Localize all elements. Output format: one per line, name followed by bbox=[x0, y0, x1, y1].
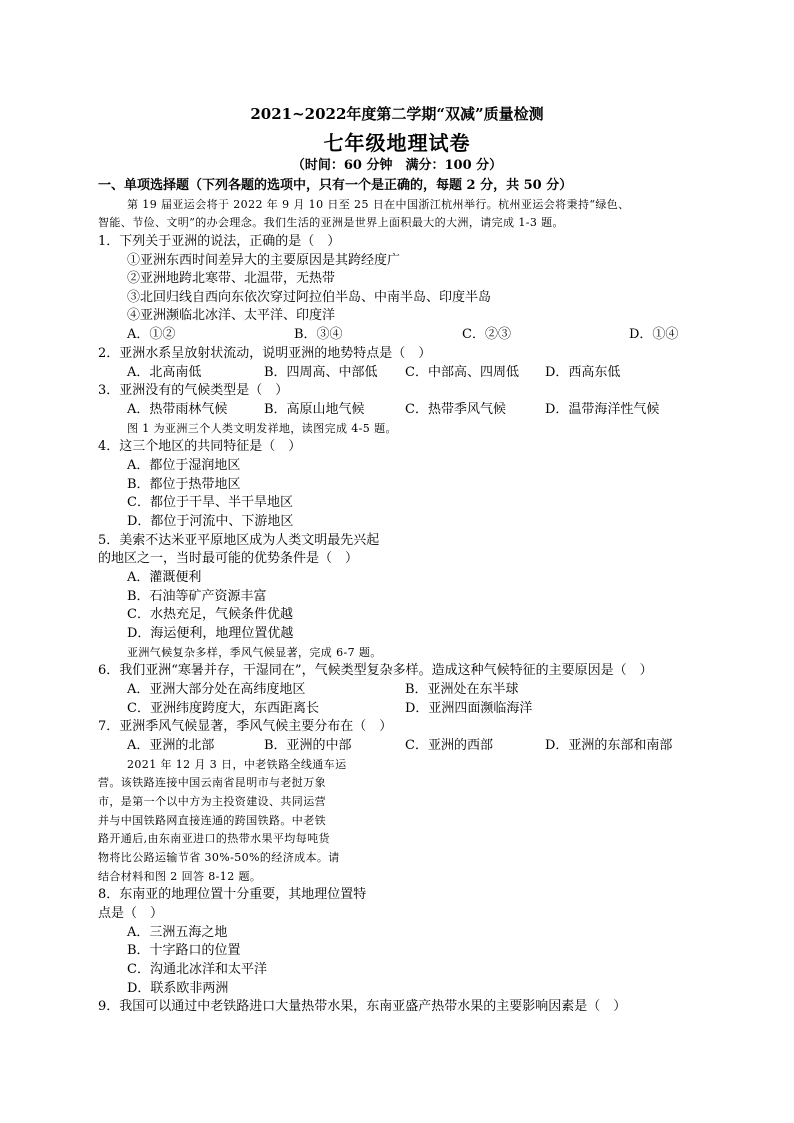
question-1-option-a[interactable]: A．①② bbox=[127, 327, 176, 342]
railway-passage-line: 结合材料和图 2 回答 8-12 题。 bbox=[98, 870, 262, 883]
question-4-option-c[interactable]: C．都位于干旱、半干旱地区 bbox=[127, 495, 293, 510]
exam-meta: （时间：60 分钟 满分：100 分） bbox=[291, 158, 503, 173]
question-1-stem: 1．下列关于亚洲的说法，正确的是（ ） bbox=[98, 234, 341, 249]
question-8-option-b[interactable]: B．十字路口的位置 bbox=[127, 943, 241, 958]
railway-passage-line: 市，是第一个以中方为主投资建设、共同运营 bbox=[98, 795, 326, 808]
question-5-option-b[interactable]: B．石油等矿产资源丰富 bbox=[127, 589, 267, 604]
question-4-option-d[interactable]: D．都位于河流中、下游地区 bbox=[127, 514, 294, 529]
railway-passage-line: 营。该铁路连接中国云南省昆明市与老挝万象 bbox=[98, 776, 326, 789]
question-7-option-b[interactable]: B．亚洲的中部 bbox=[264, 738, 352, 753]
question-8-stem-cont: 点是（ ） bbox=[98, 906, 164, 921]
question-2-option-d[interactable]: D．西高东低 bbox=[545, 365, 621, 380]
question-7-option-c[interactable]: C．亚洲的西部 bbox=[405, 738, 493, 753]
question-7-stem: 7．亚洲季风气候显著，季风气候主要分布在（ ） bbox=[98, 719, 393, 734]
question-5-stem: 5．美索不达米亚平原地区成为人类文明最先兴起 bbox=[98, 533, 380, 548]
question-2-stem: 2．亚洲水系呈放射状流动，说明亚洲的地势特点是（ ） bbox=[98, 346, 432, 361]
question-5-option-c[interactable]: C．水热充足，气候条件优越 bbox=[127, 607, 293, 622]
question-6-stem: 6．我们亚洲“寒暑并存，干湿同在”，气候类型复杂多样。造成这种气候特征的主要原因是（ ） bbox=[98, 663, 653, 678]
question-5-option-a[interactable]: A．灌溉便利 bbox=[127, 570, 202, 585]
railway-passage-line: 路开通后,由东南亚进口的热带水果平均每吨货 bbox=[98, 832, 330, 845]
question-1-item: ③北回归线自西向东依次穿过阿拉伯半岛、中南半岛、印度半岛 bbox=[127, 290, 492, 305]
question-6-option-a[interactable]: A．亚洲大部分处在高纬度地区 bbox=[127, 682, 306, 697]
exam-title: 2021~2022年度第二学期“双减”质量检测 bbox=[250, 105, 544, 123]
question-2-option-a[interactable]: A．北高南低 bbox=[127, 365, 202, 380]
railway-passage-line: 2021 年 12 月 3 日，中老铁路全线通车运 bbox=[127, 758, 347, 771]
question-1-item: ①亚洲东西时间差异大的主要原因是其跨经度广 bbox=[127, 253, 401, 268]
railway-passage-line: 并与中国铁路网直接连通的跨国铁路。中老铁 bbox=[98, 814, 326, 827]
question-1-item: ②亚洲地跨北寒带、北温带，无热带 bbox=[127, 271, 336, 286]
question-3-option-b[interactable]: B．高原山地气候 bbox=[264, 402, 365, 417]
question-2-option-b[interactable]: B．四周高、中部低 bbox=[264, 365, 378, 380]
question-2-option-c[interactable]: C．中部高、四周低 bbox=[405, 365, 519, 380]
question-3-option-a[interactable]: A．热带雨林气候 bbox=[127, 402, 228, 417]
question-3-stem: 3．亚洲没有的气候类型是（ ） bbox=[98, 383, 289, 398]
intro-paragraph-line1: 第 19 届亚运会将于 2022 年 9 月 10 日至 25 日在中国浙江杭州举行。杭州亚运会将秉持“绿色、 bbox=[127, 198, 630, 211]
question-6-option-c[interactable]: C．亚洲纬度跨度大，东西距离长 bbox=[127, 701, 319, 716]
railway-passage-line: 物将比公路运输节省 30%-50%的经济成本。请 bbox=[98, 851, 340, 864]
exam-subtitle: 七年级地理试卷 bbox=[323, 131, 471, 155]
question-7-option-a[interactable]: A．亚洲的北部 bbox=[127, 738, 215, 753]
question-5-stem-cont: 的地区之一，当时最可能的优势条件是（ ） bbox=[98, 551, 359, 566]
question-7-option-d[interactable]: D．亚洲的东部和南部 bbox=[545, 738, 673, 753]
question-4-option-b[interactable]: B．都位于热带地区 bbox=[127, 477, 241, 492]
question-6-option-b[interactable]: B．亚洲处在东半球 bbox=[405, 682, 519, 697]
question-9-stem: 9．我国可以通过中老铁路进口大量热带水果，东南亚盛产热带水果的主要影响因素是（ ） bbox=[98, 999, 627, 1014]
section-heading: 一、单项选择题（下列各题的选项中，只有一个是正确的，每题 2 分，共 50 分） bbox=[98, 178, 573, 193]
question-3-option-c[interactable]: C．热带季风气候 bbox=[405, 402, 506, 417]
question-4-stem: 4．这三个地区的共同特征是（ ） bbox=[98, 439, 302, 454]
climate-intro: 亚洲气候复杂多样，季风气候显著，完成 6-7 题。 bbox=[127, 646, 382, 659]
question-3-option-d[interactable]: D．温带海洋性气候 bbox=[545, 402, 660, 417]
question-1-item: ④亚洲濒临北冰洋、太平洋、印度洋 bbox=[127, 308, 336, 323]
figure-1-intro: 图 1 为亚洲三个人类文明发祥地，读图完成 4-5 题。 bbox=[127, 422, 397, 435]
question-6-option-d[interactable]: D．亚洲四面濒临海洋 bbox=[405, 701, 533, 716]
question-4-option-a[interactable]: A．都位于湿润地区 bbox=[127, 458, 241, 473]
question-8-option-a[interactable]: A．三洲五海之地 bbox=[127, 925, 228, 940]
question-1-option-c[interactable]: C．②③ bbox=[462, 327, 511, 342]
question-1-option-d[interactable]: D．①④ bbox=[629, 327, 679, 342]
question-8-stem: 8．东南亚的地理位置十分重要，其地理位置特 bbox=[98, 887, 367, 902]
question-1-option-b[interactable]: B．③④ bbox=[294, 327, 343, 342]
question-8-option-c[interactable]: C．沟通北冰洋和太平洋 bbox=[127, 962, 267, 977]
question-8-option-d[interactable]: D．联系欧非两洲 bbox=[127, 981, 229, 996]
intro-paragraph-line2: 智能、节俭、文明”的办会理念。我们生活的亚洲是世界上面积最大的大洲，请完成 1-3 题。 bbox=[98, 216, 564, 229]
question-5-option-d[interactable]: D．海运便利，地理位置优越 bbox=[127, 626, 294, 641]
